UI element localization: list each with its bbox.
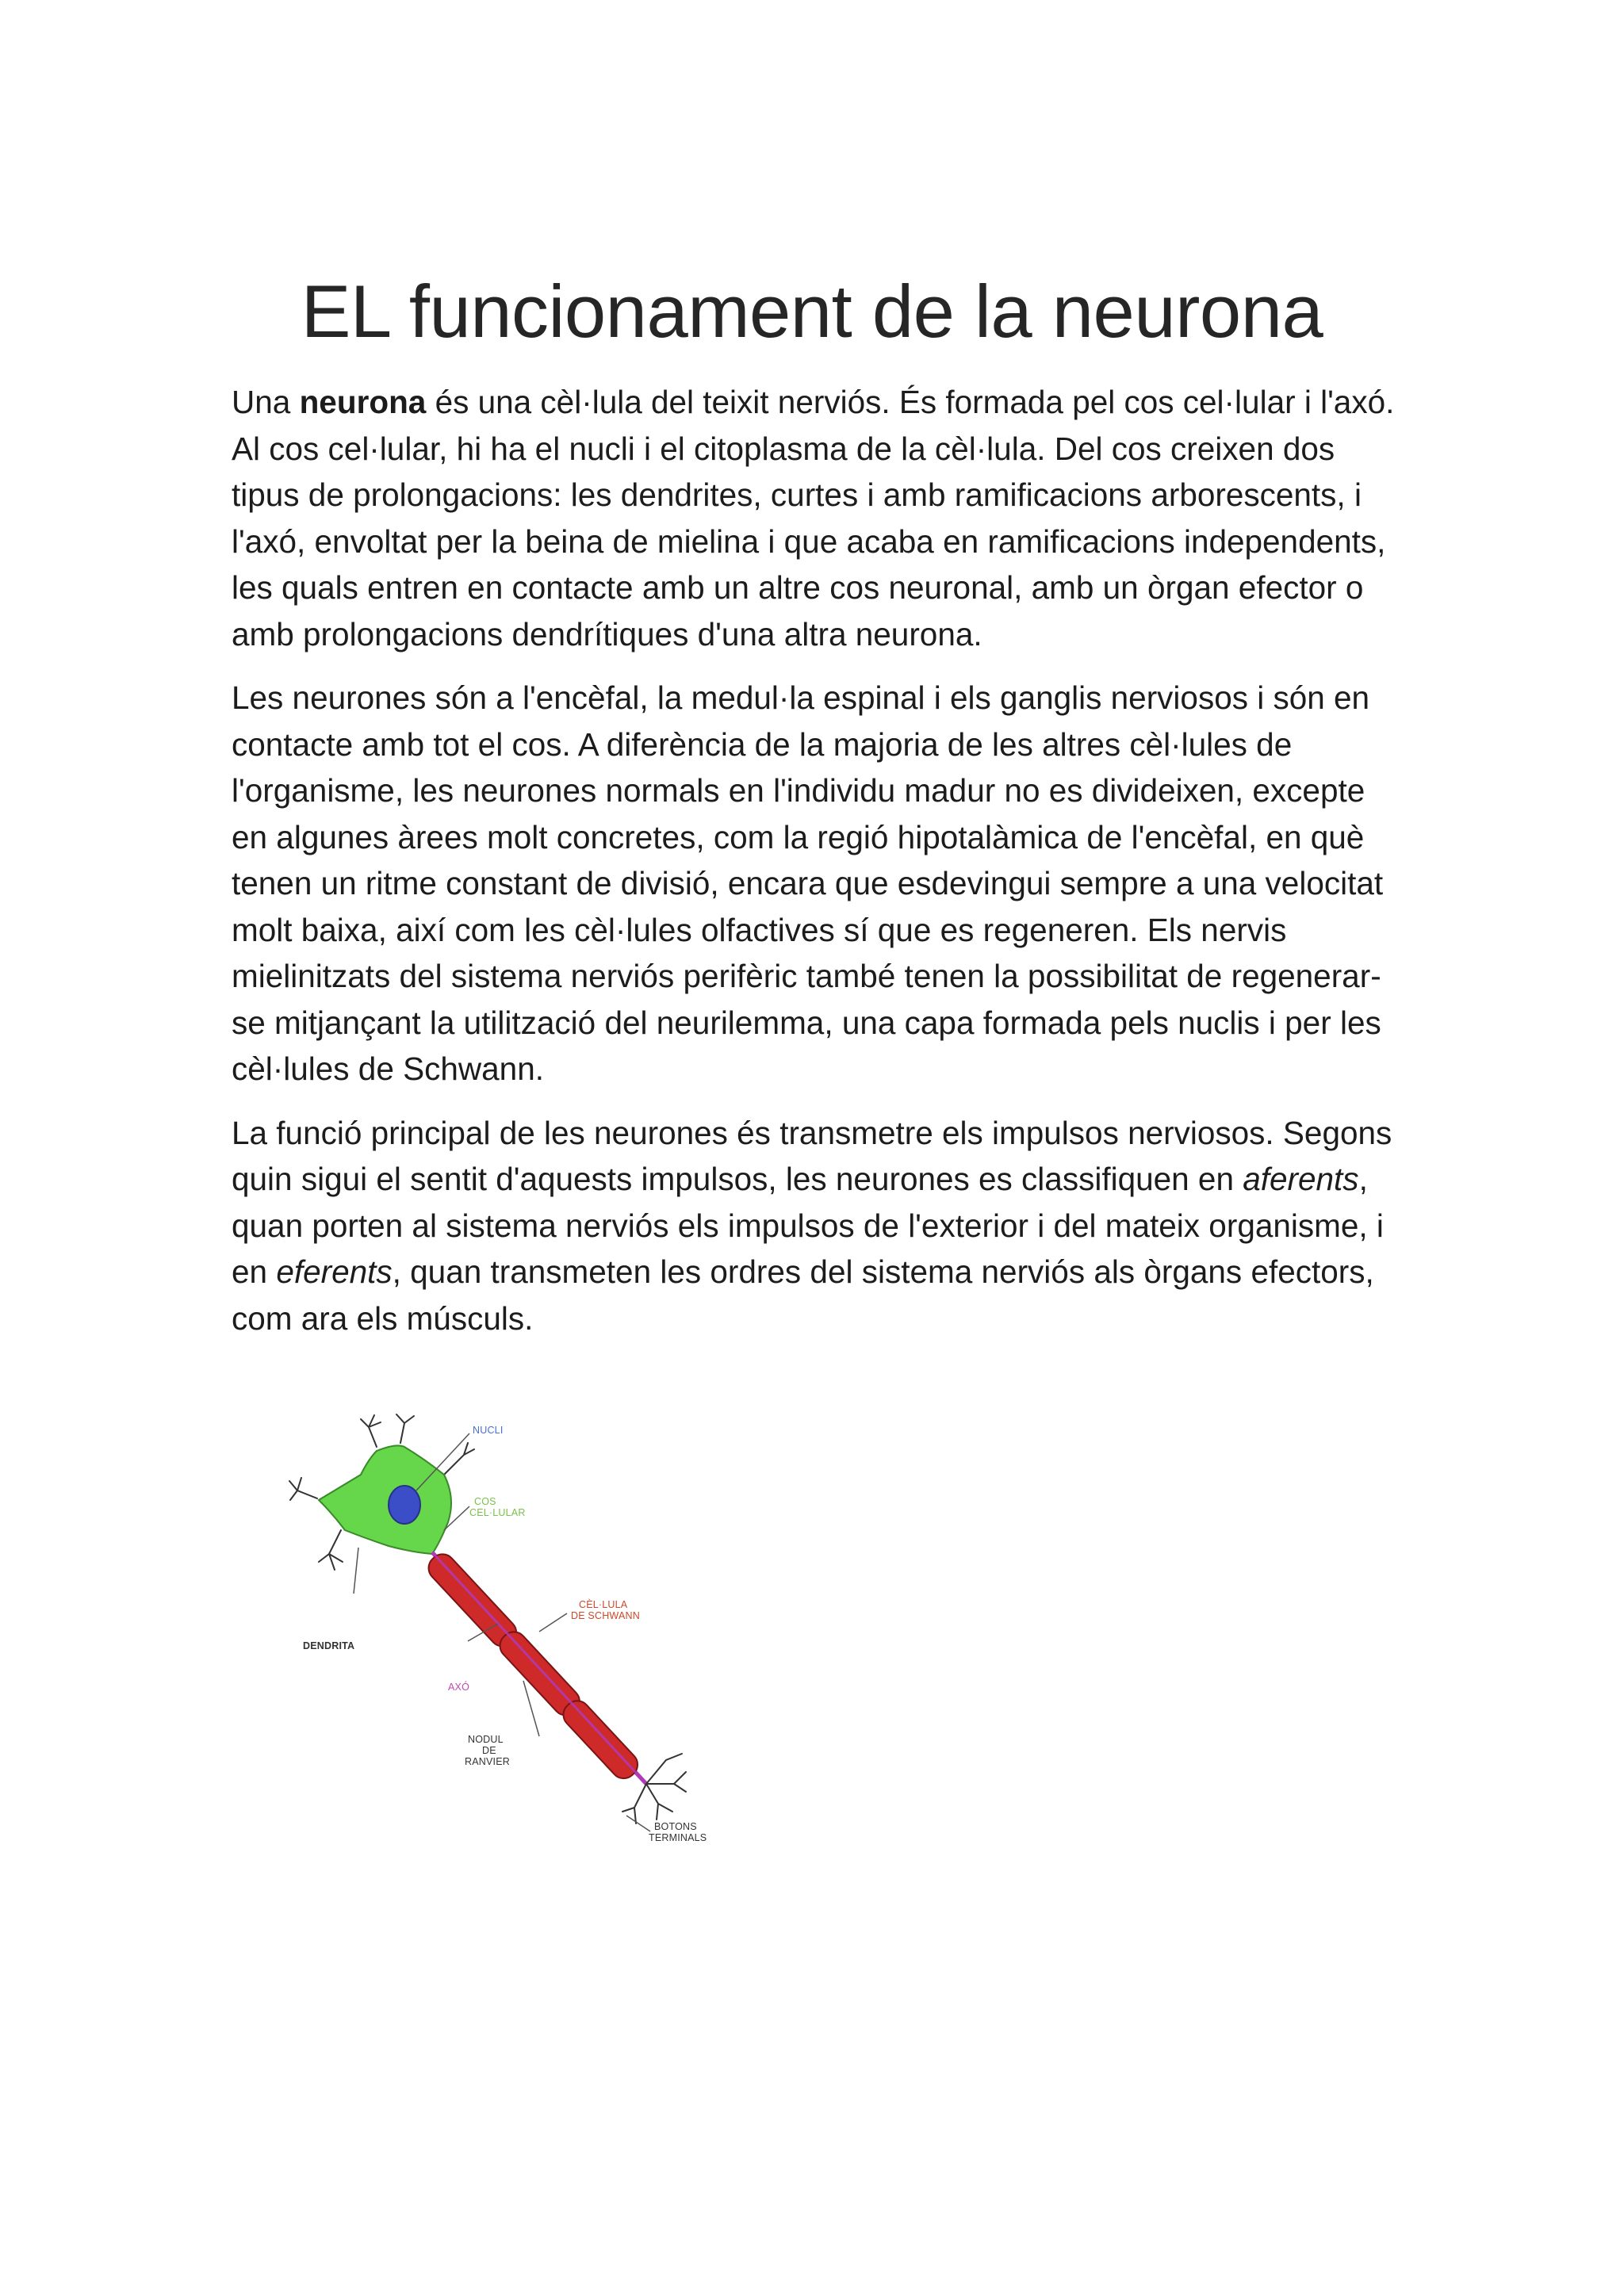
dendrite-top [396,1414,414,1443]
schwann-cell-3 [558,1696,643,1784]
neuron-diagram [285,1411,734,1865]
cell-body [319,1445,451,1554]
label-dendrita: DENDRITA [303,1640,355,1651]
dendrita-leader-line [354,1548,358,1594]
dendrite-left [289,1478,317,1500]
terminal-branch-2 [646,1784,672,1820]
schwann-leader-line [539,1613,567,1632]
paragraph-1-lead: Una [232,384,300,420]
terminal-branch-1 [646,1772,686,1792]
paragraph-3-italic-eferents: eferents [276,1253,393,1290]
paragraph-3-italic-aferents: aferents [1243,1161,1359,1197]
terminal-branch-3 [622,1784,646,1823]
paragraph-1 [232,379,1405,657]
label-nucli: NUCLI [473,1425,504,1436]
paragraph-1-rest: és una cèl·lula del teixit nerviós. És formada pel cos cel·lular i l'axó. Al cos cel·lular, hi ha el nucli i el citoplasma de la cèl·lula. Del cos creixen dos tipus de prolongacions: les dendrites, curtes i amb ramificacions arborescents, i l'axó, envoltat per la beina de mielina i que acaba en ramificacions independents, les quals entren en contacte amb un altre cos neuronal, amb un òrgan efector o amb prolongacions dendrítiques d'una altra neurona. [232,384,1395,652]
label-ranvier-line-3: RANVIER [465,1756,510,1767]
label-schwann-line-2: DE SCHWANN [571,1610,640,1621]
label-cos-line-1: COS [474,1496,496,1507]
botons-leader-line [626,1816,650,1831]
dendrite-right [444,1443,474,1475]
paragraph-2: Les neurones són a l'encèfal, la medul·la espinal i els ganglis nerviosos i són en contacte amb tot el cos. A diferència de la majoria de les altres cèl·lules de l'organisme, les neurones normals en l'individu madur no es divideixen, excepte en algunes àrees molt concretes, com la regió hipotalàmica de l'encèfal, en què tenen un ritme constant de divisió, encara que esdevingui sempre a una velocitat molt baixa, així com les cèl·lules olfactives sí que es regeneren. Els nervis mielinitzats del sistema nerviós perifèric també tenen la possibilitat de regenerar-se mitjançant la utilització del neurilemma, una capa formada pels nuclis i per les cèl·lules de Schwann. [232,679,1384,1087]
label-ranvier-line-2: DE [482,1745,496,1756]
page-title: EL funcionament de la neurona [301,270,1323,353]
paragraph-1-bold-term: neurona [299,384,427,420]
label-schwann-line-1: CÈL·LULA [579,1599,628,1610]
label-botons-line-2: TERMINALS [649,1832,707,1843]
dendrite-bottom-left [319,1530,343,1570]
neuron-diagram-svg [285,1411,734,1865]
myelin-sheaths [423,1549,643,1784]
label-botons-line-1: BOTONS [654,1821,697,1832]
label-cos-line-2: CEL·LULAR [469,1507,526,1518]
paragraph-3 [232,1110,1405,1342]
dendrite-top-left [361,1415,381,1447]
document-body [232,379,1405,1359]
nucleus [389,1486,420,1524]
label-ranvier-line-1: NODUL [468,1734,504,1745]
paragraph-3-part-2: , quan porten al sistema nerviós els impulsos de l'exterior i del mateix organisme, i en [232,1161,1384,1290]
paragraph-3-part-1: La funció principal de les neurones és transmetre els impulsos nerviosos. Segons quin sigui el sentit d'aquests impulsos, les neurones es classifiquen en [232,1114,1392,1197]
label-axo: AXÓ [448,1682,469,1693]
paragraph-3-part-3: , quan transmeten les ordres del sistema nerviós als òrgans efectors, com ara els músculs. [232,1253,1374,1337]
terminal-branch-4 [646,1754,682,1784]
axon-core [432,1552,646,1784]
